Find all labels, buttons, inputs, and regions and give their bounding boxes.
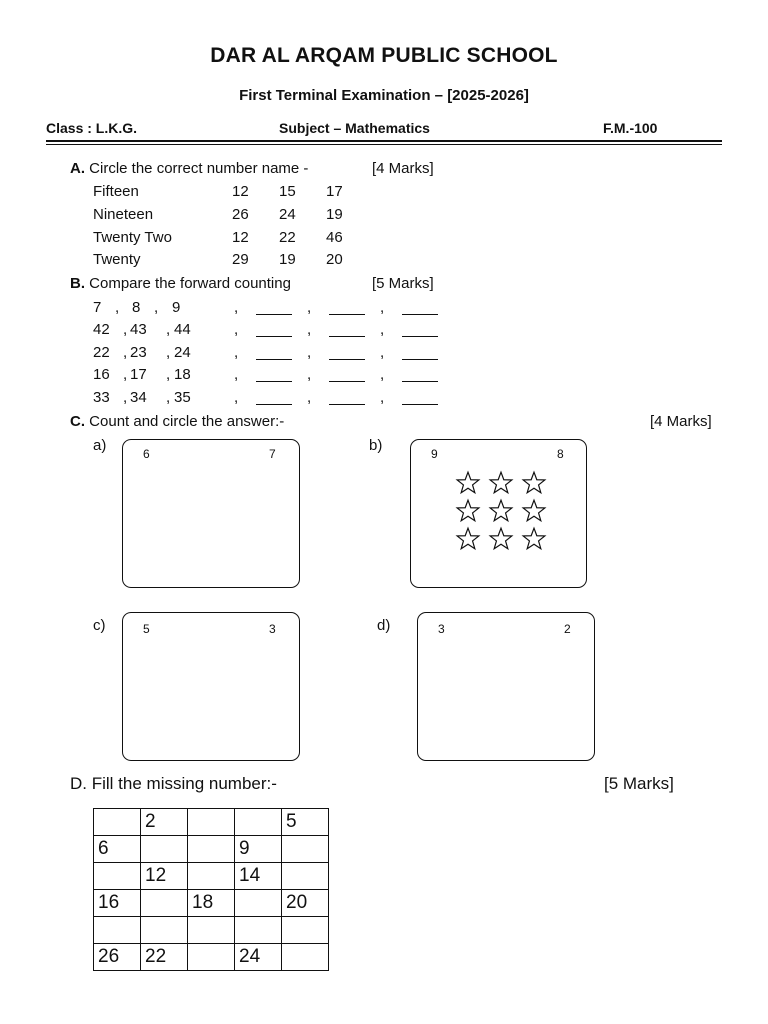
given-number: 18 (174, 366, 191, 383)
answer-blank[interactable] (329, 347, 365, 360)
given-number: 34 (130, 389, 147, 406)
comma: , (234, 344, 239, 361)
option-number: 19 (279, 251, 296, 268)
empty-grid-cell[interactable] (94, 917, 141, 944)
star-icon (521, 470, 547, 496)
grid-cell: 22 (141, 944, 188, 971)
section-d-marks: [5 Marks] (604, 774, 674, 793)
star-icon (455, 498, 481, 524)
section-a-marks: [4 Marks] (372, 160, 434, 177)
grid-row (94, 944, 329, 971)
empty-grid-cell[interactable] (94, 809, 141, 836)
section-b-heading (70, 275, 291, 292)
grid-cell: 18 (188, 890, 235, 917)
box-d-label: d) (377, 617, 391, 634)
comma: , (166, 366, 171, 383)
section-d-title: Fill the missing number:- (91, 774, 277, 793)
comma: , (307, 366, 312, 383)
section-d-letter: D. (70, 774, 87, 793)
star-icon (521, 498, 547, 524)
answer-blank[interactable] (256, 392, 292, 405)
comma: , (166, 321, 171, 338)
answer-blank[interactable] (402, 347, 438, 360)
grid-row (94, 917, 329, 944)
grid-row (94, 836, 329, 863)
grid-cell: 6 (94, 836, 141, 863)
comma: , (234, 389, 239, 406)
option-number: 12 (232, 183, 249, 200)
section-c-title: Count and circle the answer:- (89, 413, 285, 430)
grid-row (94, 863, 329, 890)
number-name: Fifteen (93, 183, 139, 200)
comma: , (307, 389, 312, 406)
choice-number-left: 9 (431, 447, 438, 461)
comma: , (234, 366, 239, 383)
answer-blank[interactable] (329, 302, 365, 315)
comma: , (123, 344, 128, 361)
option-number: 24 (279, 206, 296, 223)
grid-cell: 2 (141, 809, 188, 836)
answer-blank[interactable] (402, 302, 438, 315)
star-icon (488, 526, 514, 552)
counting-box-c (122, 612, 300, 761)
option-number: 26 (232, 206, 249, 223)
empty-grid-cell[interactable] (188, 944, 235, 971)
grid-cell: 14 (235, 863, 282, 890)
empty-grid-cell[interactable] (282, 944, 329, 971)
header-divider (46, 140, 722, 142)
answer-blank[interactable] (256, 302, 292, 315)
grid-cell: 20 (282, 890, 329, 917)
comma: , (234, 321, 239, 338)
option-number: 17 (326, 183, 343, 200)
option-number: 22 (279, 229, 296, 246)
comma: , (307, 344, 312, 361)
grid-cell: 9 (235, 836, 282, 863)
counting-box-a (122, 439, 300, 588)
missing-number-grid (93, 808, 329, 971)
section-d-heading (70, 774, 277, 794)
given-number: 22 (93, 344, 110, 361)
comma: , (380, 389, 385, 406)
comma: , (234, 299, 239, 316)
grid-cell: 16 (94, 890, 141, 917)
choice-number-right: 8 (557, 447, 564, 461)
comma: , (123, 321, 128, 338)
counting-box-b (410, 439, 587, 588)
choice-number-right: 2 (564, 622, 571, 636)
empty-grid-cell[interactable] (141, 917, 188, 944)
empty-grid-cell[interactable] (94, 863, 141, 890)
given-number: 7 (93, 299, 102, 316)
empty-grid-cell[interactable] (235, 809, 282, 836)
option-number: 29 (232, 251, 249, 268)
given-number: 9 (172, 299, 181, 316)
section-c-letter: C. (70, 413, 85, 430)
empty-grid-cell[interactable] (141, 836, 188, 863)
grid-row (94, 890, 329, 917)
given-number: 43 (130, 321, 147, 338)
comma: , (380, 366, 385, 383)
empty-grid-cell[interactable] (141, 890, 188, 917)
header-divider-thin (46, 144, 722, 145)
comma: , (115, 299, 120, 316)
section-b-marks: [5 Marks] (372, 275, 434, 292)
given-number: 16 (93, 366, 110, 383)
comma: , (307, 299, 312, 316)
comma: , (380, 344, 385, 361)
comma: , (380, 299, 385, 316)
choice-number-right: 7 (269, 447, 276, 461)
empty-grid-cell[interactable] (235, 917, 282, 944)
section-b-letter: B. (70, 275, 85, 292)
answer-blank[interactable] (402, 392, 438, 405)
comma: , (123, 366, 128, 383)
empty-grid-cell[interactable] (188, 836, 235, 863)
answer-blank[interactable] (256, 324, 292, 337)
given-number: 44 (174, 321, 191, 338)
empty-grid-cell[interactable] (282, 917, 329, 944)
choice-number-left: 5 (143, 622, 150, 636)
number-name: Twenty (93, 251, 141, 268)
given-number: 17 (130, 366, 147, 383)
star-icon (455, 470, 481, 496)
empty-grid-cell[interactable] (282, 836, 329, 863)
comma: , (166, 389, 171, 406)
grid-cell: 12 (141, 863, 188, 890)
section-b-title: Compare the forward counting (89, 275, 291, 292)
box-c-label: c) (93, 617, 106, 634)
choice-number-left: 3 (438, 622, 445, 636)
full-marks-label: F.M.-100 (603, 120, 658, 136)
star-icon (521, 526, 547, 552)
box-a-label: a) (93, 437, 107, 454)
empty-grid-cell[interactable] (282, 863, 329, 890)
grid-row (94, 809, 329, 836)
class-label: Class : L.K.G. (46, 120, 138, 136)
grid-cell: 24 (235, 944, 282, 971)
grid-cell: 5 (282, 809, 329, 836)
comma: , (154, 299, 159, 316)
answer-blank[interactable] (329, 392, 365, 405)
number-name: Nineteen (93, 206, 154, 223)
answer-blank[interactable] (329, 369, 365, 382)
given-number: 33 (93, 389, 110, 406)
answer-blank[interactable] (329, 324, 365, 337)
option-number: 12 (232, 229, 249, 246)
comma: , (123, 389, 128, 406)
choice-number-right: 3 (269, 622, 276, 636)
empty-grid-cell[interactable] (188, 917, 235, 944)
counting-box-d (417, 612, 595, 761)
choice-number-left: 6 (143, 447, 150, 461)
comma: , (380, 321, 385, 338)
empty-grid-cell[interactable] (188, 809, 235, 836)
option-number: 20 (326, 251, 343, 268)
exam-title: First Terminal Examination – [2025-2026] (239, 87, 529, 104)
answer-blank[interactable] (402, 324, 438, 337)
section-c-heading (70, 413, 284, 430)
section-c-marks: [4 Marks] (650, 413, 712, 430)
grid-cell: 26 (94, 944, 141, 971)
number-name: Twenty Two (93, 229, 172, 246)
section-a-letter: A. (70, 160, 85, 177)
given-number: 42 (93, 321, 110, 338)
given-number: 24 (174, 344, 191, 361)
answer-blank[interactable] (256, 347, 292, 360)
school-name: DAR AL ARQAM PUBLIC SCHOOL (210, 44, 558, 67)
star-icon (488, 470, 514, 496)
section-a-title: Circle the correct number name - (89, 160, 309, 177)
empty-grid-cell[interactable] (188, 863, 235, 890)
empty-grid-cell[interactable] (235, 890, 282, 917)
comma: , (307, 321, 312, 338)
option-number: 19 (326, 206, 343, 223)
given-number: 23 (130, 344, 147, 361)
option-number: 46 (326, 229, 343, 246)
given-number: 35 (174, 389, 191, 406)
star-icon (488, 498, 514, 524)
comma: , (166, 344, 171, 361)
subject-label: Subject – Mathematics (279, 120, 430, 136)
answer-blank[interactable] (402, 369, 438, 382)
box-b-label: b) (369, 437, 383, 454)
star-icon (455, 526, 481, 552)
option-number: 15 (279, 183, 296, 200)
answer-blank[interactable] (256, 369, 292, 382)
section-a-heading (70, 160, 308, 177)
given-number: 8 (132, 299, 141, 316)
